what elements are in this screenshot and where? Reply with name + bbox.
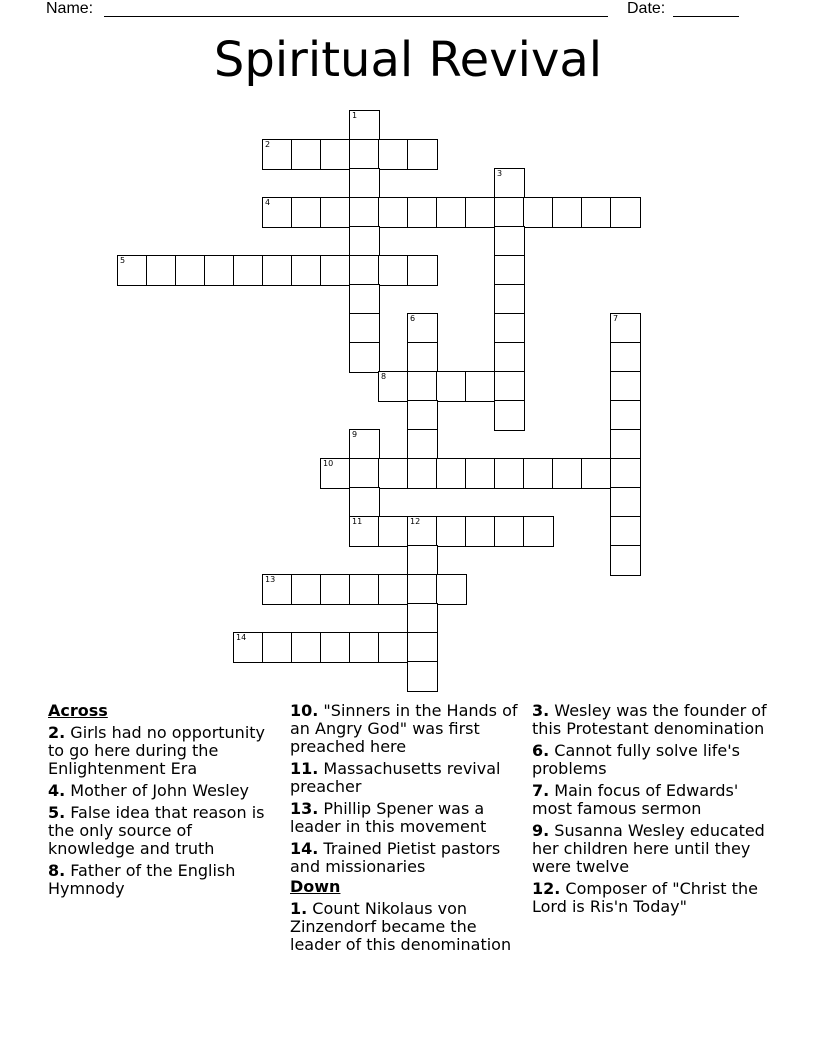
grid-cell[interactable] xyxy=(552,458,583,489)
grid-cell[interactable] xyxy=(233,632,264,663)
date-label: Date: xyxy=(627,0,666,17)
grid-cell[interactable] xyxy=(436,371,467,402)
grid-cell[interactable] xyxy=(262,574,293,605)
grid-cell[interactable] xyxy=(262,255,293,286)
clue-number: 14. xyxy=(290,839,319,858)
cell-number: 9 xyxy=(352,430,358,439)
grid-cell[interactable] xyxy=(494,313,525,344)
grid-cell[interactable] xyxy=(233,255,264,286)
grid-cell[interactable] xyxy=(465,458,496,489)
clues-column-3 xyxy=(532,702,772,916)
clue-text: False idea that reason is the only source of knowledge and truth xyxy=(48,803,265,858)
grid-cell[interactable] xyxy=(291,197,322,228)
grid-cell[interactable] xyxy=(610,197,641,228)
puzzle-title: Spiritual Revival xyxy=(213,32,603,88)
grid-cell[interactable] xyxy=(146,255,177,286)
grid-cell[interactable] xyxy=(407,632,438,663)
clue-down-7 xyxy=(532,782,772,818)
clue-text: Father of the English Hymnody xyxy=(48,861,236,898)
clue-number: 8. xyxy=(48,861,66,880)
grid-cell[interactable] xyxy=(349,197,380,228)
clue-across-13 xyxy=(290,800,528,836)
grid-cell[interactable] xyxy=(349,516,380,547)
clue-number: 7. xyxy=(532,781,550,800)
clue-text: Composer of "Christ the Lord is Ris'n Today" xyxy=(532,879,758,916)
grid-cell[interactable] xyxy=(378,371,409,402)
grid-cell[interactable] xyxy=(349,139,380,170)
grid-cell[interactable] xyxy=(349,574,380,605)
cell-number: 4 xyxy=(265,198,271,207)
cell-number: 11 xyxy=(352,517,363,526)
clue-number: 3. xyxy=(532,701,550,720)
clue-text: Susanna Wesley educated her children here until they were twelve xyxy=(532,821,765,876)
grid-cell[interactable] xyxy=(291,255,322,286)
grid-cell[interactable] xyxy=(378,574,409,605)
grid-cell[interactable] xyxy=(407,574,438,605)
cell-number: 13 xyxy=(265,575,276,584)
across-heading: Across xyxy=(48,701,108,720)
grid-cell[interactable] xyxy=(117,255,148,286)
grid-cell[interactable] xyxy=(320,574,351,605)
clue-across-14 xyxy=(290,840,528,876)
grid-cell[interactable] xyxy=(610,313,641,344)
grid-cell[interactable] xyxy=(407,197,438,228)
grid-cell[interactable] xyxy=(494,458,525,489)
clue-number: 2. xyxy=(48,723,66,742)
grid-cell[interactable] xyxy=(494,284,525,315)
clue-down-9 xyxy=(532,822,772,876)
clues-column-1 xyxy=(48,702,278,898)
grid-cell[interactable] xyxy=(175,255,206,286)
grid-cell[interactable] xyxy=(523,458,554,489)
clue-number: 6. xyxy=(532,741,550,760)
grid-cell[interactable] xyxy=(552,197,583,228)
clue-across-11 xyxy=(290,760,528,796)
clue-number: 1. xyxy=(290,899,308,918)
grid-cell[interactable] xyxy=(610,516,641,547)
grid-cell[interactable] xyxy=(204,255,235,286)
grid-cell[interactable] xyxy=(407,342,438,373)
grid-cell[interactable] xyxy=(407,429,438,460)
grid-cell[interactable] xyxy=(349,429,380,460)
grid-cell[interactable] xyxy=(378,458,409,489)
grid-cell[interactable] xyxy=(407,603,438,634)
grid-cell[interactable] xyxy=(494,168,525,199)
grid-cell[interactable] xyxy=(349,226,380,257)
cell-number: 10 xyxy=(323,459,334,468)
grid-cell[interactable] xyxy=(349,632,380,663)
clue-text: Wesley was the founder of this Protestant denomination xyxy=(532,701,767,738)
clue-down-1 xyxy=(290,900,528,954)
grid-cell[interactable] xyxy=(320,139,351,170)
grid-cell[interactable] xyxy=(262,197,293,228)
clues-column-2 xyxy=(290,702,528,954)
clue-text: Girls had no opportunity to go here during the Enlightenment Era xyxy=(48,723,266,778)
grid-cell[interactable] xyxy=(407,255,438,286)
grid-cell[interactable] xyxy=(378,516,409,547)
clue-text: Mother of John Wesley xyxy=(65,781,250,800)
grid-cell[interactable] xyxy=(320,458,351,489)
grid-cell[interactable] xyxy=(610,371,641,402)
clue-number: 9. xyxy=(532,821,550,840)
grid-cell[interactable] xyxy=(320,255,351,286)
clue-across-8 xyxy=(48,862,278,898)
grid-cell[interactable] xyxy=(610,342,641,373)
grid-cell[interactable] xyxy=(407,400,438,431)
grid-cell[interactable] xyxy=(291,632,322,663)
grid-cell[interactable] xyxy=(349,284,380,315)
cell-number: 12 xyxy=(410,517,421,526)
grid-cell[interactable] xyxy=(349,110,380,141)
grid-cell[interactable] xyxy=(407,139,438,170)
grid-cell[interactable] xyxy=(436,458,467,489)
clue-number: 4. xyxy=(48,781,66,800)
grid-cell[interactable] xyxy=(407,458,438,489)
clue-number: 11. xyxy=(290,759,319,778)
grid-cell[interactable] xyxy=(378,632,409,663)
clue-number: 13. xyxy=(290,799,319,818)
name-label: Name: xyxy=(46,0,94,17)
grid-cell[interactable] xyxy=(610,458,641,489)
grid-cell[interactable] xyxy=(291,574,322,605)
clue-across-4 xyxy=(48,782,278,800)
grid-cell[interactable] xyxy=(610,487,641,518)
grid-cell[interactable] xyxy=(291,139,322,170)
clue-across-5 xyxy=(48,804,278,858)
grid-cell[interactable] xyxy=(407,313,438,344)
grid-cell[interactable] xyxy=(407,516,438,547)
grid-cell[interactable] xyxy=(407,661,438,692)
clue-down-3 xyxy=(532,702,772,738)
grid-cell[interactable] xyxy=(494,255,525,286)
grid-cell[interactable] xyxy=(610,545,641,576)
clue-text: "Sinners in the Hands of an Angry God" was first preached here xyxy=(290,701,518,756)
grid-cell[interactable] xyxy=(378,255,409,286)
cell-number: 3 xyxy=(497,169,503,178)
grid-cell[interactable] xyxy=(465,516,496,547)
grid-cell[interactable] xyxy=(581,458,612,489)
cell-number: 14 xyxy=(236,633,247,642)
grid-cell[interactable] xyxy=(262,139,293,170)
grid-cell[interactable] xyxy=(378,197,409,228)
grid-cell[interactable] xyxy=(494,342,525,373)
clue-text: Massachusetts revival preacher xyxy=(290,759,501,796)
clue-down-12 xyxy=(532,880,772,916)
grid-cell[interactable] xyxy=(407,545,438,576)
grid-cell[interactable] xyxy=(494,226,525,257)
clue-number: 10. xyxy=(290,701,319,720)
cell-number: 1 xyxy=(352,111,358,120)
grid-cell[interactable] xyxy=(523,516,554,547)
cell-number: 5 xyxy=(120,256,126,265)
grid-cell[interactable] xyxy=(349,487,380,518)
grid-cell[interactable] xyxy=(610,400,641,431)
cell-number: 7 xyxy=(613,314,619,323)
clue-down-6 xyxy=(532,742,772,778)
grid-cell[interactable] xyxy=(378,139,409,170)
grid-cell[interactable] xyxy=(349,458,380,489)
grid-cell[interactable] xyxy=(523,197,554,228)
grid-cell[interactable] xyxy=(349,255,380,286)
grid-cell[interactable] xyxy=(349,168,380,199)
grid-cell[interactable] xyxy=(436,516,467,547)
grid-cell[interactable] xyxy=(320,632,351,663)
clue-number: 12. xyxy=(532,879,561,898)
grid-cell[interactable] xyxy=(494,516,525,547)
clue-number: 5. xyxy=(48,803,66,822)
clue-text: Cannot fully solve life's problems xyxy=(532,741,740,778)
grid-cell[interactable] xyxy=(407,371,438,402)
cell-number: 8 xyxy=(381,372,387,381)
grid-cell[interactable] xyxy=(436,197,467,228)
grid-cell[interactable] xyxy=(494,197,525,228)
grid-cell[interactable] xyxy=(436,574,467,605)
grid-cell[interactable] xyxy=(262,632,293,663)
grid-cell[interactable] xyxy=(349,342,380,373)
down-heading: Down xyxy=(290,877,341,896)
grid-cell[interactable] xyxy=(320,197,351,228)
clue-text: Trained Pietist pastors and missionaries xyxy=(290,839,501,876)
grid-cell[interactable] xyxy=(610,429,641,460)
clue-across-2 xyxy=(48,724,278,778)
cell-number: 6 xyxy=(410,314,416,323)
grid-cell[interactable] xyxy=(494,371,525,402)
cell-number: 2 xyxy=(265,140,271,149)
clue-across-10 xyxy=(290,702,528,756)
grid-cell[interactable] xyxy=(465,371,496,402)
grid-cell[interactable] xyxy=(494,400,525,431)
grid-cell[interactable] xyxy=(349,313,380,344)
clue-text: Main focus of Edwards' most famous sermon xyxy=(532,781,739,818)
clue-text: Count Nikolaus von Zinzendorf became the leader of this denomination xyxy=(290,899,512,954)
grid-cell[interactable] xyxy=(581,197,612,228)
clue-text: Phillip Spener was a leader in this movement xyxy=(290,799,487,836)
grid-cell[interactable] xyxy=(465,197,496,228)
